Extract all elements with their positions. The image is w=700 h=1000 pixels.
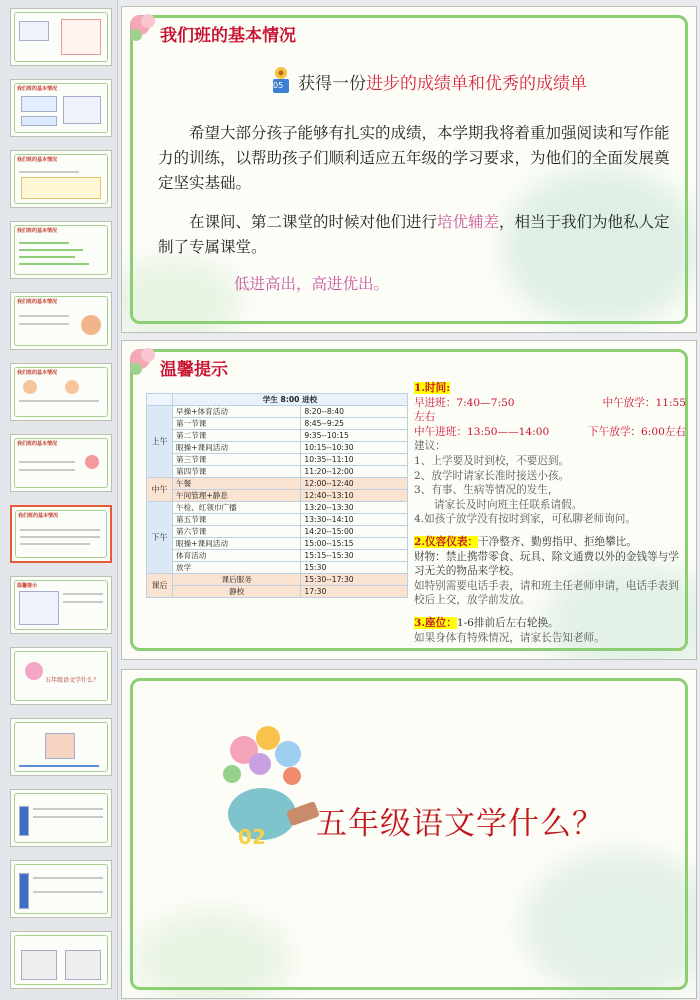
reminder-notes: 1.时间: 早进班：7:40—7:50 中午放学：11:55 左右 中午进班：13:50——14:00 下午放学：6:00左右 建议： 1、上学要及时到校，不要迟到。 2、放学时请家长准时接送小孩。 3、有事、生病等情况的发生， 请家长及时向班主任联系请假。 4.如孩子放学没有按时到家，可私聊老师询问。 2.仪容仪表：干净整齐、勤剪指甲、拒绝攀比。 财物：禁止携带零食、玩具、除文通费以外的金钱等与学习无关的物品来学校。 如特别需要电话手表，请和班主任老师申请，电话手表到校后上交，放学前发放。 3.座位：1-6排前后左右轮换。 如果身体有特殊情况，请家长告知老师。	[414, 382, 686, 644]
section-heading-time: 1.时间:	[414, 382, 451, 394]
slide-basic-info[interactable]	[121, 6, 697, 333]
table-row: 中午 午餐 12:00--12:40	[147, 478, 408, 490]
section-label: 中午	[147, 478, 173, 502]
slide-thumbnail[interactable]: 我们班的基本情况	[10, 434, 112, 492]
section-heading-seating: 3.座位：	[414, 616, 457, 629]
slide-subtitle: 获得一份进步的成绩单和优秀的成绩单	[298, 74, 587, 94]
table-row: 下午 午检、红领巾广播 13:20--13:30	[147, 502, 408, 514]
slide-thumbnail[interactable]	[10, 8, 112, 66]
slide-thumbnail[interactable]: 我们班的基本情况	[10, 292, 112, 350]
daily-schedule-table	[146, 393, 408, 598]
flower-corner-icon	[126, 11, 162, 47]
table-row: 眼操+课间活动 10:15--10:30	[147, 442, 408, 454]
slide-thumbnail[interactable]: 五年级语文学什么？	[10, 647, 112, 705]
section-label: 下午	[147, 502, 173, 574]
schedule-header: 学生 8:00 进校	[173, 394, 408, 406]
badge-number: 05	[273, 81, 284, 90]
table-row: 上午 早操+体育活动 8:20--8:40	[147, 406, 408, 418]
slide-thumbnail[interactable]	[10, 931, 112, 989]
section-label: 上午	[147, 406, 173, 478]
table-row: 第六节课 14:20--15:00	[147, 526, 408, 538]
section-title: 五年级语文学什么？	[316, 806, 604, 842]
table-row: 第一节课 8:45--9:25	[147, 418, 408, 430]
table-row: 第二节课 9:35--10:15	[147, 430, 408, 442]
slide-thumbnail[interactable]	[10, 860, 112, 918]
slide-thumbnail[interactable]: 我们班的基本情况	[10, 79, 112, 137]
slide-title: 我们班的基本情况	[160, 26, 296, 46]
table-row: 课后 课后服务 15:30--17:30	[147, 574, 408, 586]
sunflower-badge-icon	[270, 65, 292, 95]
section-label: 课后	[147, 574, 173, 598]
section-number-badge: 02	[238, 825, 266, 849]
table-row: 体育活动 15:15--15:30	[147, 550, 408, 562]
table-row: 眼操+课间活动 15:00--15:15	[147, 538, 408, 550]
slide-thumbnail[interactable]	[10, 789, 112, 847]
slide-thumbnail-panel	[0, 0, 118, 1000]
table-row: 放学 15:30	[147, 562, 408, 574]
slide-thumbnail-active[interactable]: 我们班的基本情况	[10, 505, 112, 563]
slide-section-divider[interactable]	[121, 669, 697, 999]
motto-text: 低进高出，高进优出。	[234, 275, 390, 293]
slide-thumbnail[interactable]: 我们班的基本情况	[10, 150, 112, 208]
table-row: 第四节课 11:20--12:00	[147, 466, 408, 478]
slide-thumbnail[interactable]: 温馨提示	[10, 576, 112, 634]
table-row: 第五节课 13:30--14:10	[147, 514, 408, 526]
section-heading-appearance: 2.仪容仪表：	[414, 535, 479, 548]
flower-corner-icon	[126, 345, 162, 381]
table-row: 第三节课 10:35--11:10	[147, 454, 408, 466]
paragraph-study-goals: 希望大部分孩子能够有扎实的成绩，本学期我将着重加强阅读和写作能力的训练，以帮助孩子们顺利适应五年级的学习要求，为他们的全面发展奠定坚实基础。	[158, 124, 670, 192]
slide-thumbnail[interactable]: 我们班的基本情况	[10, 221, 112, 279]
paragraph-tutoring: 在课间、第二课堂的时候对他们进行培优辅差，相当于我们为他私人定制了专属课堂。	[158, 213, 670, 256]
slide-reminders[interactable]	[121, 340, 697, 660]
slide-title: 温馨提示	[160, 360, 228, 380]
table-row: 静校 17:30	[147, 586, 408, 598]
slide-thumbnail[interactable]: 我们班的基本情况	[10, 363, 112, 421]
slide-thumbnail[interactable]	[10, 718, 112, 776]
table-row: 午间管理+静息 12:40--13:10	[147, 490, 408, 502]
